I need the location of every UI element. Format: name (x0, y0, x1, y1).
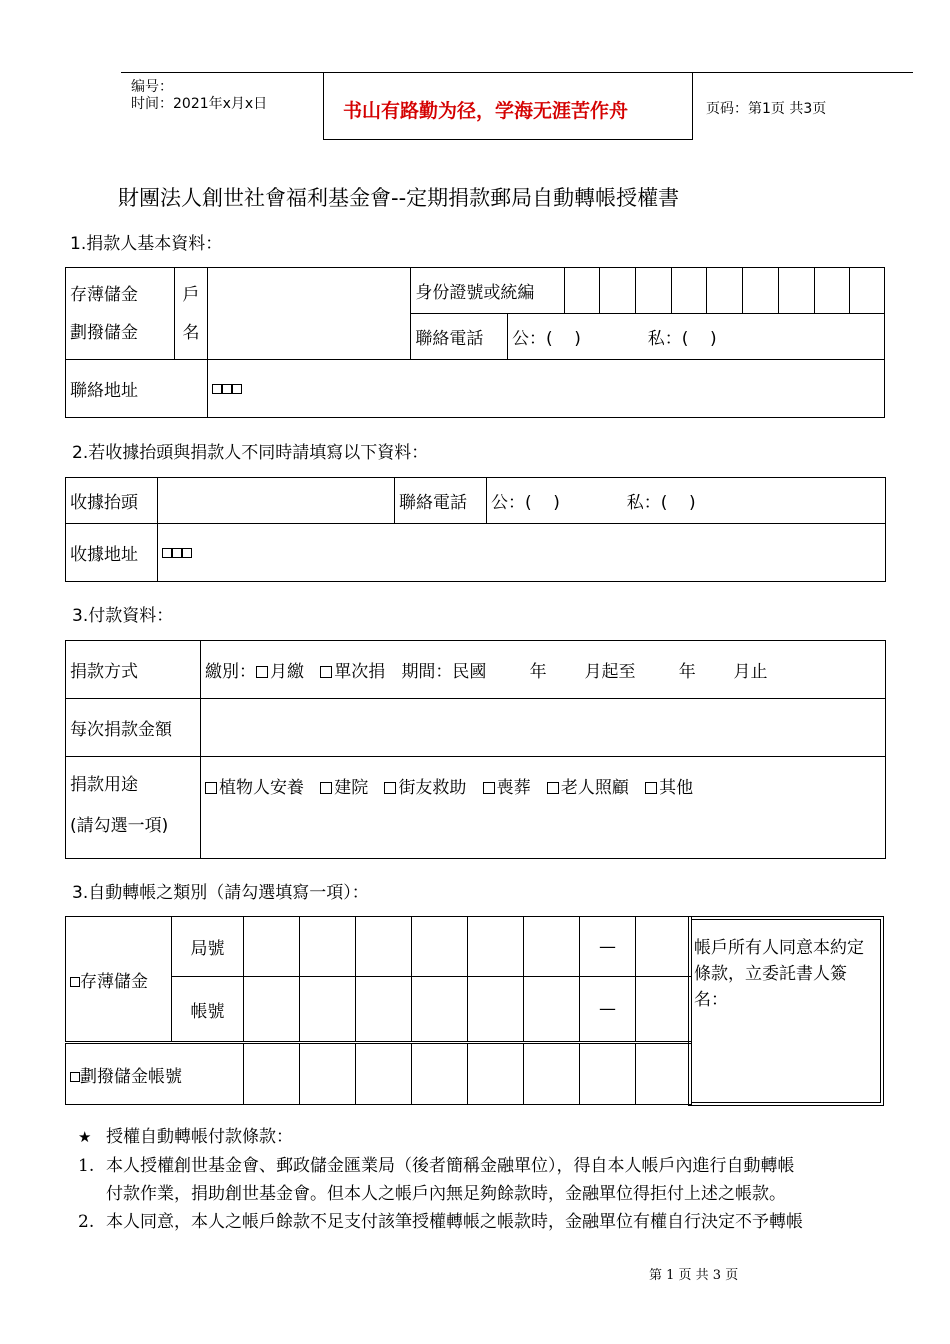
postcode-box[interactable] (162, 548, 172, 558)
savings-checkbox[interactable] (70, 977, 80, 987)
purpose-hint: (請勾選一項) (70, 816, 169, 836)
purpose-option: 其他 (659, 778, 694, 798)
purpose-checkbox[interactable] (320, 782, 332, 794)
purpose-option: 街友救助 (398, 778, 467, 798)
term-line: 本人授權創世基金會、郵政儲金匯業局（後者簡稱金融單位），得自本人帳戶內進行自動轉帳 (106, 1156, 795, 1176)
postal-digit-box[interactable] (636, 1043, 692, 1105)
page-footer: 第 1 页 共 3 页 (649, 1268, 739, 1283)
account-name-label: 戶 名 (175, 268, 208, 360)
purpose-checkbox[interactable] (205, 782, 217, 794)
header-motto: 书山有路勤为径，学海无涯苦作舟 (343, 100, 629, 122)
purpose-option: 喪葬 (496, 778, 531, 798)
postal-transfer-label: 劃撥儲金帳號 (80, 1066, 182, 1087)
savings-label: 存薄儲金 (80, 971, 148, 992)
office-digit-box[interactable] (412, 917, 468, 977)
purpose-label-cell (66, 757, 201, 859)
transfer-account-table (65, 916, 692, 1105)
postal-digit-box[interactable] (468, 1043, 524, 1105)
id-digit-box[interactable] (671, 268, 707, 314)
method-label: 捐款方式 (66, 641, 201, 699)
postal-digit-box[interactable] (580, 1043, 636, 1105)
method-field (201, 641, 886, 699)
phone-office: 公：( ) (512, 329, 581, 349)
phone-label: 聯絡電話 (411, 314, 508, 360)
donor-info-table (65, 267, 885, 418)
account-digit-box[interactable] (468, 977, 524, 1043)
term-line: 本人同意，本人之帳戶餘款不足支付該筆授權轉帳之帳款時，金融單位有權自行決定不予轉帳 (106, 1212, 803, 1232)
method-prefix: 繳別： (205, 662, 256, 682)
purpose-label: 捐款用途 (70, 775, 138, 795)
purpose-option: 植物人安養 (219, 778, 304, 798)
purpose-checkbox[interactable] (483, 782, 495, 794)
id-digit-box[interactable] (850, 268, 885, 314)
monthly-checkbox[interactable] (256, 666, 268, 678)
account-digit-box[interactable] (244, 977, 300, 1043)
page-title: 財團法人創世社會福利基金會--定期捐款郵局自動轉帳授權書 (118, 186, 680, 210)
purpose-option: 建院 (334, 778, 369, 798)
period-text: 期間：民國 年 月起至 年 月止 (401, 662, 768, 682)
id-digit-box[interactable] (564, 268, 600, 314)
single-label: 單次捐 (334, 662, 386, 682)
id-digit-box[interactable] (814, 268, 850, 314)
postcode-box[interactable] (232, 384, 242, 394)
postcode-box[interactable] (172, 548, 182, 558)
id-digit-box[interactable] (778, 268, 814, 314)
term-number: 2. (78, 1212, 95, 1232)
star-icon: ★ (78, 1128, 92, 1146)
savings-option[interactable] (66, 917, 172, 1043)
section3-heading: 3.付款資料： (72, 606, 174, 626)
postal-digit-box[interactable] (244, 1043, 300, 1105)
office-digit-box[interactable] (356, 917, 412, 977)
receipt-phone-field[interactable] (487, 478, 886, 524)
office-dash: — (580, 917, 636, 977)
payment-info-table (65, 640, 886, 859)
section1-heading: 1.捐款人基本資料： (70, 234, 223, 254)
receipt-phone-office: 公：( ) (491, 493, 560, 513)
receipt-address-field[interactable] (158, 524, 886, 582)
purpose-checkbox[interactable] (547, 782, 559, 794)
purpose-checkbox[interactable] (384, 782, 396, 794)
account-digit-box[interactable] (356, 977, 412, 1043)
account-digit-box[interactable] (524, 977, 580, 1043)
postal-digit-box[interactable] (524, 1043, 580, 1105)
account-type-postal: 劃撥儲金 (70, 322, 138, 343)
id-digit-box[interactable] (707, 268, 743, 314)
receipt-title-field[interactable] (158, 478, 395, 524)
account-no-label: 帳號 (172, 977, 244, 1043)
account-type-cell (66, 268, 175, 360)
account-digit-box[interactable] (412, 977, 468, 1043)
address-field[interactable] (207, 360, 884, 418)
postal-digit-box[interactable] (300, 1043, 356, 1105)
account-digit-box[interactable] (636, 977, 692, 1043)
office-digit-box[interactable] (300, 917, 356, 977)
phone-private: 私：( ) (647, 329, 717, 349)
account-type-savings: 存薄儲金 (70, 284, 138, 305)
term-line: 付款作業，捐助創世基金會。但本人之帳戶內無足夠餘款時，金融單位得拒付上述之帳款。 (106, 1184, 786, 1204)
account-name-field[interactable] (207, 268, 411, 360)
monthly-label: 月繳 (270, 662, 304, 682)
purpose-option: 老人照顧 (560, 778, 629, 798)
account-dash: — (580, 977, 636, 1043)
signature-box[interactable] (688, 916, 884, 1106)
receipt-phone-private: 私：( ) (626, 493, 696, 513)
receipt-address-label: 收據地址 (66, 524, 158, 582)
office-digit-box[interactable] (636, 917, 692, 977)
receipt-info-table (65, 477, 886, 582)
postcode-box[interactable] (182, 548, 192, 558)
id-digit-box[interactable] (636, 268, 672, 314)
document-number-label: 编号： (131, 79, 173, 95)
id-digit-box[interactable] (600, 268, 636, 314)
single-checkbox[interactable] (320, 666, 332, 678)
section2-heading: 2.若收據抬頭與捐款人不同時請填寫以下資料： (72, 443, 429, 463)
purpose-options (201, 757, 886, 859)
amount-field[interactable] (201, 699, 886, 757)
postal-transfer-option[interactable] (66, 1043, 244, 1105)
section4-heading: 3.自動轉帳之類別（請勾選填寫一項）： (72, 883, 369, 903)
postcode-box[interactable] (212, 384, 222, 394)
signature-note: 帳戶所有人同意本約定條款，立委託書人簽名： (694, 938, 864, 1010)
purpose-checkbox[interactable] (645, 782, 657, 794)
postcode-box[interactable] (222, 384, 232, 394)
receipt-phone-label: 聯絡電話 (395, 478, 487, 524)
office-digit-box[interactable] (524, 917, 580, 977)
office-no-label: 局號 (172, 917, 244, 977)
document-date: 时间：2021年x月x日 (131, 96, 268, 112)
office-digit-box[interactable] (468, 917, 524, 977)
header-page-info: 页码：第1页 共3页 (706, 101, 827, 117)
postal-digit-box[interactable] (412, 1043, 468, 1105)
office-digit-box[interactable] (244, 917, 300, 977)
address-label: 聯絡地址 (66, 360, 208, 418)
phone-field[interactable] (508, 314, 885, 360)
postal-digit-box[interactable] (356, 1043, 412, 1105)
receipt-title-label: 收據抬頭 (66, 478, 158, 524)
term-number: 1. (78, 1156, 95, 1176)
account-digit-box[interactable] (300, 977, 356, 1043)
amount-label: 每次捐款金額 (66, 699, 201, 757)
id-digit-box[interactable] (743, 268, 779, 314)
id-number-label: 身份證號或統編 (411, 268, 564, 314)
postal-transfer-checkbox[interactable] (70, 1072, 80, 1082)
terms-heading: 授權自動轉帳付款條款： (106, 1127, 293, 1147)
